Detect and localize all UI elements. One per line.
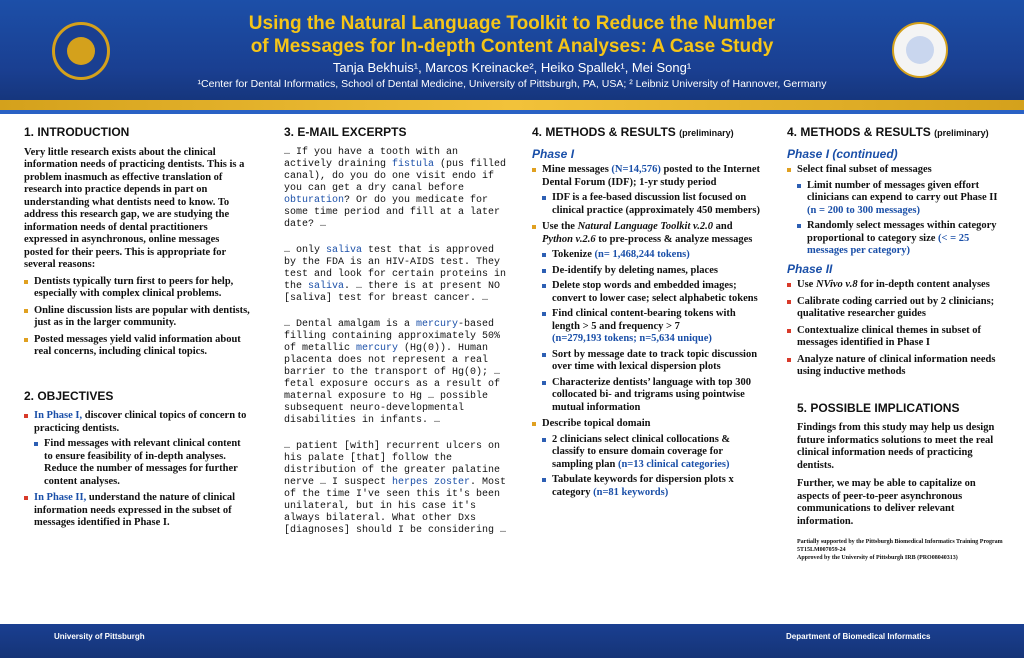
header-blue-stripe — [0, 110, 1024, 114]
excerpt-herpes: … patient [with] recurrent ulcers on his palate [that] follow the distribution of the greater palatine nerve … I suspect herpes zoster. Most of the time I've seen this it's been unilateral, but in his case it's always bilateral. What other Dxs [diagnoses] should I be considering … — [284, 440, 507, 536]
excerpt-saliva: … only saliva test that is approved by the FDA is an HIV-AIDS test. They test and look for certain proteins in the saliva. … there is at present NO [saliva] test for breast cancer. … — [284, 244, 507, 304]
list-item: Delete stop words and embedded images; convert to lower case; select alphabetic tokens — [542, 280, 764, 305]
implications-para-1: Findings from this study may help us design future informatics solutions to meet the real clinical information needs of practicing dentists. — [797, 422, 995, 471]
footer-department: Department of Biomedical Informatics — [786, 632, 931, 641]
methods-heading: 4. METHODS & RESULTS (preliminary) — [532, 125, 734, 139]
phase2-list — [787, 279, 1009, 379]
objectives-heading: 2. OBJECTIVES — [24, 388, 114, 403]
phase2-heading: Phase II — [787, 261, 833, 276]
excerpt-fistula: … If you have a tooth with an actively draining fistula (pus filled canal), do you do one visit endo if you can get a dry canal before obturation? Or do you medicate for some time period and fill at a later date? … — [284, 146, 507, 230]
list-item: Select final subset of messages Limit number of messages given effort clinicians can expend to carry out Phase II (n = 200 to 300 messages) Randomly select messages within category proportional to category size (< = 25 messages per category) — [787, 164, 1009, 258]
list-item: Analyze nature of clinical information needs using inductive methods — [787, 354, 1009, 379]
list-item: Find messages with relevant clinical content to ensure feasibility of in-depth analyses. Reduce the number of messages for further content analyses. — [34, 438, 250, 488]
list-item: Mine messages (N=14,576) posted to the Internet Dental Forum (IDF); 1-yr study period IDF is a fee-based discussion list focused on clinical practice (approximately 450 members) — [532, 164, 764, 217]
column-methods-phase1 — [532, 126, 764, 504]
list-item: Tokenize (n= 1,468,244 tokens) — [542, 249, 764, 262]
column-email-excerpts — [284, 126, 510, 551]
objectives-list — [24, 410, 250, 530]
intro-heading: 1. INTRODUCTION — [24, 125, 130, 139]
intro-paragraph: Very little research exists about the clinical information needs of practicing dentists. This is a problem inasmuch as effective translation of research into practice depends in part on understanding what dentists need to know. To address this research gap, we are studying the information needs of dental practitioners expressed in asynchronous, online messages posted for their peers. This is appropriate for several reasons: — [24, 146, 245, 270]
list-item: Calibrate coding carried out by 2 clinicians; qualitative researcher guides — [787, 296, 1009, 321]
list-item: IDF is a fee-based discussion list focused on clinical practice (approximately 450 members) — [542, 192, 764, 217]
objective-phase2: In Phase II, understand the nature of clinical information needs expressed in the subset of messages identified in Phase I. — [24, 492, 250, 530]
intro-bullets — [24, 276, 250, 359]
column-introduction — [24, 126, 250, 535]
column-methods-phase2 — [787, 126, 1009, 562]
list-item: Tabulate keywords for dispersion plots x category (n=81 keywords) — [542, 474, 764, 499]
list-item: Limit number of messages given effort clinicians can expend to carry out Phase II (n = 200 to 300 messages) — [797, 180, 1009, 218]
affiliations: ¹Center for Dental Informatics, School of Dental Medicine, University of Pittsburgh, PA, USA; ² Leibniz University of Hannover, Germany — [197, 78, 827, 90]
dbmi-seal-icon — [892, 22, 948, 78]
list-item: De-identify by deleting names, places — [542, 265, 764, 278]
list-item: Posted messages yield valid information about real concerns, including clinical topics. — [24, 334, 250, 359]
list-item: Dentists typically turn first to peers for help, especially with complex clinical problems. — [24, 276, 250, 301]
phase1-cont-list — [787, 164, 1009, 258]
list-item: Randomly select messages within category proportional to category size (< = 25 messages per category) — [797, 220, 1009, 258]
excerpts-heading: 3. E-MAIL EXCERPTS — [284, 125, 407, 139]
methods-heading-2: 4. METHODS & RESULTS (preliminary) — [787, 125, 989, 139]
list-item: Find clinical content-bearing tokens with length > 5 and frequency > 7 (n=279,193 tokens; n=5,634 unique) — [542, 308, 764, 346]
list-item: Describe topical domain 2 clinicians select clinical collocations & classify to ensure domain coverage for sampling plan (n=13 clinical categories) Tabulate keywords for dispersion plots x category (n=81 keywords) — [532, 418, 764, 499]
poster-footer — [0, 624, 1024, 658]
university-seal-icon — [52, 22, 110, 80]
list-item: Use the Natural Language Toolkit v.2.0 and Python v.2.6 to pre-process & analyze messages Tokenize (n= 1,468,244 tokens) De-identify by deleting names, places Delete stop words and embedded images; convert to lower case; select alphabetic tokens Find clinical content-bearing tokens with length > 5 and frequency > 7 (n=279,193 tokens; n=5,634 unique) Sort by message date to track topic discussion over time with lexical dispersion plots Characterize dentists’ language with top 300 collocated bi- and trigrams using pointwise mutual information — [532, 221, 764, 414]
authors: Tanja Bekhuis¹, Marcos Kreinacke², Heiko Spallek¹, Mei Song¹ — [332, 60, 692, 75]
phase1-continued-heading: Phase I (continued) — [787, 146, 898, 161]
footer-university: University of Pittsburgh — [54, 632, 145, 641]
list-item: Contextualize clinical themes in subset of messages identified in Phase I — [787, 325, 1009, 350]
implications-para-2: Further, we may be able to capitalize on aspects of peer-to-peer asynchronous communications to deliver relevant information. — [797, 478, 976, 527]
methods-list — [532, 164, 764, 499]
objective-phase1: In Phase I, discover clinical topics of concern to practicing dentists. Find messages with relevant clinical content to ensure feasibility of in-depth analyses. Reduce the number of messages for further content analyses. — [24, 410, 250, 488]
excerpt-mercury: … Dental amalgam is a mercury-based filling containing approximately 50% of metallic mercury (Hg(0)). Human placenta does not represent a real barrier to the transport of Hg(0); … fetal exposure occurs as a result of maternal exposure to Hg … possible subsequent neuro-developmental disabilities in infants. … — [284, 318, 501, 426]
list-item: Use NVivo v.8 for in-depth content analyses — [787, 279, 1009, 292]
list-item: 2 clinicians select clinical collocations & classify to ensure domain coverage for sampling plan (n=13 clinical categories) — [542, 434, 764, 472]
list-item: Characterize dentists’ language with top 300 collocated bi- and trigrams using pointwise mutual information — [542, 377, 764, 415]
funding-note: Partially supported by the Pittsburgh Biomedical Informatics Training Program 5T15LM007059-24 Approved by the University of Pittsburgh IRB (PRO08040313) — [797, 539, 1003, 561]
implications-heading: 5. POSSIBLE IMPLICATIONS — [797, 400, 960, 415]
list-item: Online discussion lists are popular with dentists, just as in the larger community. — [24, 305, 250, 330]
header-gold-band — [0, 100, 1024, 110]
poster-title: Using the Natural Language Toolkit to Reduce the Number of Messages for In-depth Content Analyses: A Case Study — [248, 13, 776, 57]
list-item: Sort by message date to track topic discussion over time with lexical dispersion plots — [542, 349, 764, 374]
phase1-heading: Phase I — [532, 146, 575, 161]
